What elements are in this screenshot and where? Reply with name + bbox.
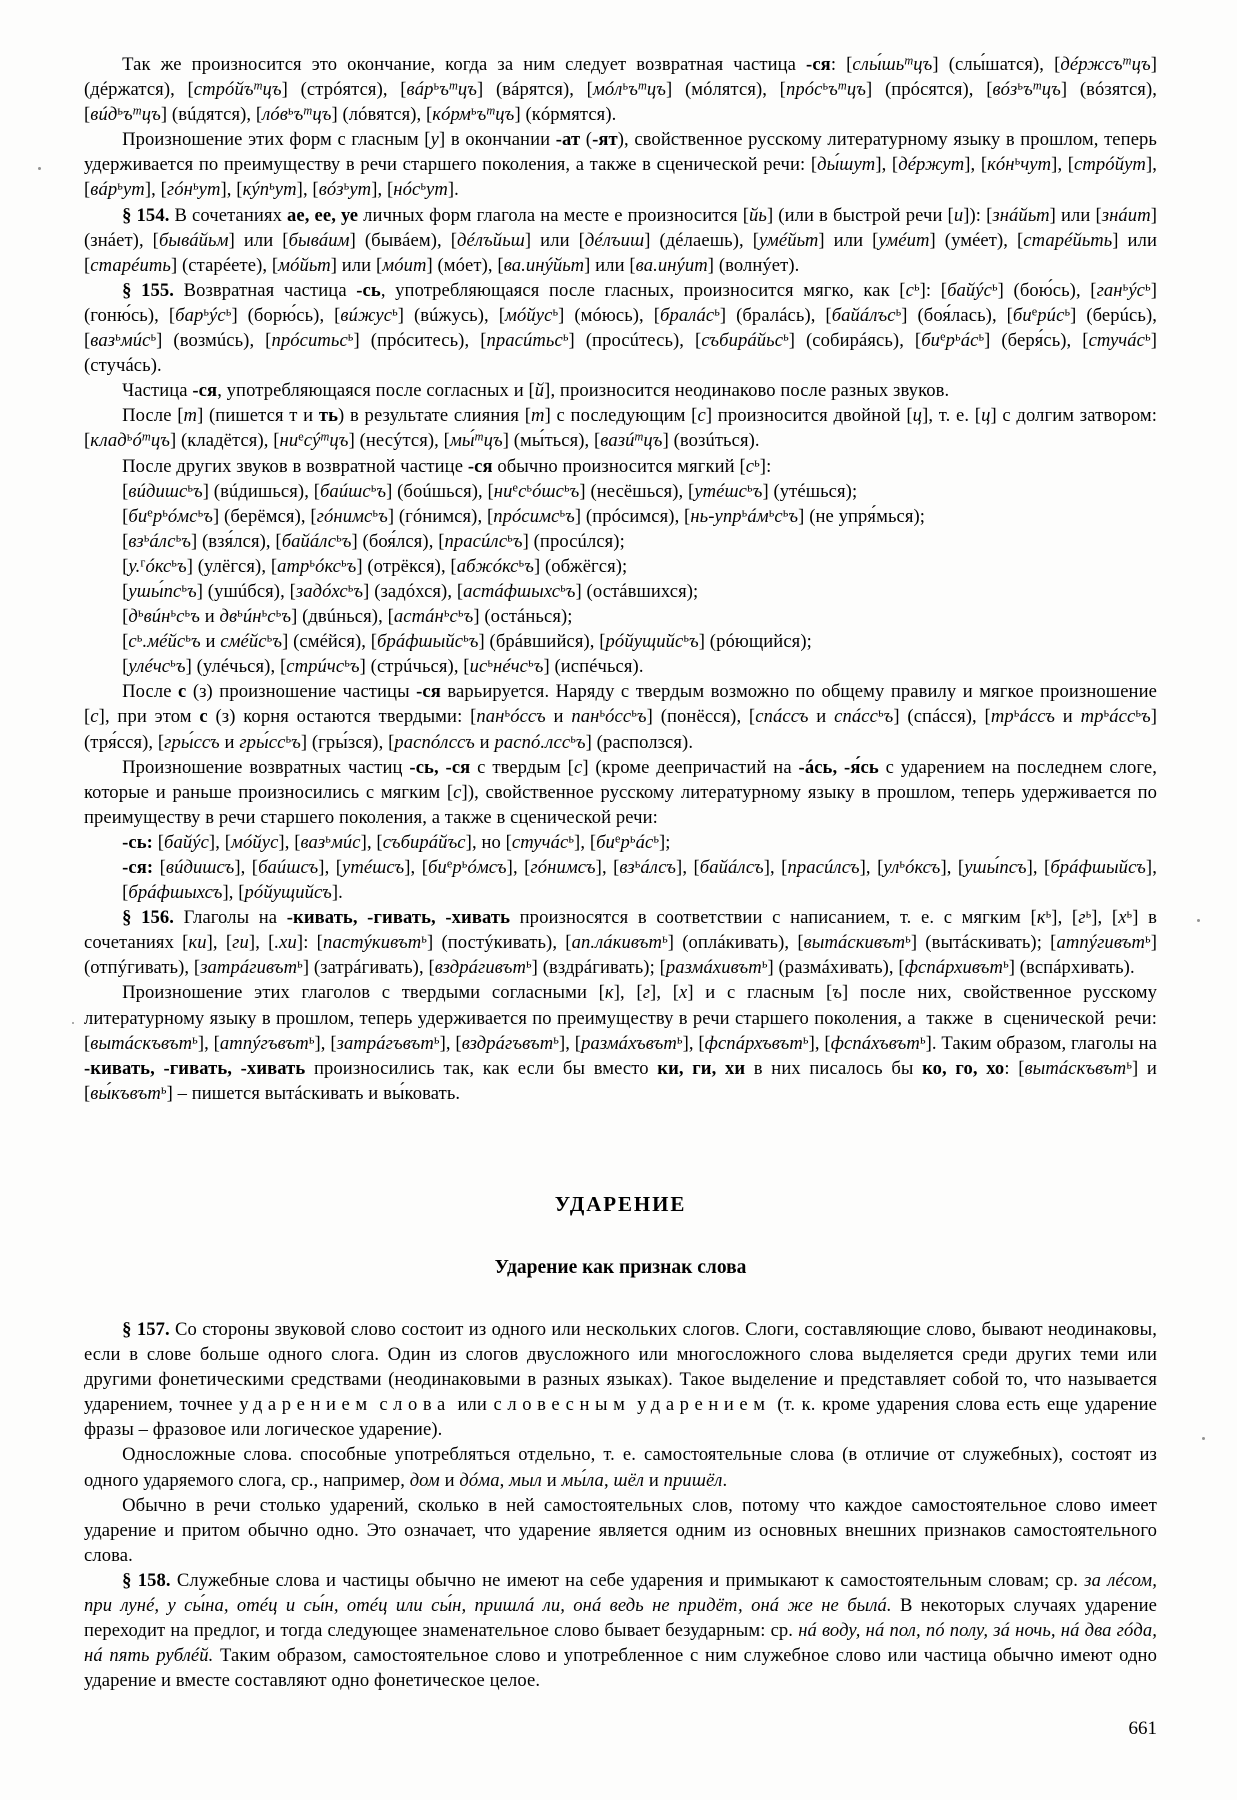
paragraph-intro: Так же произносится это окончание, когда за ним следует возвратная частица -ся: $[слы́шь^mцъ]$ (слы́шатся), [дéржcъ$^m$цъ] (дéржатся), [стрóйъ$^m$цъ] (стрóятся), $[вáр^ьъ^mцъ]$ (вáрятся), $[мóл^ьъ^mцъ]$ (мóлятся), $[прóс^ьъ^mцъ]$ (прóсятся), $[вóз^ьъ^mцъ]$ (вóзятся), $[вúд^ьъ^mцъ]$ (вúдятся), $[лóв^ьъ^mцъ]$ (лóвятся), $[кóрм^ьъ^mцъ]$ (кóрмятся). <box>84 53 1157 126</box>
list-item: $[вз^ьáлс^ьъ]$ (взя́лся), [байáлс$^ь$ъ] (боя́лся), [прасúлс$^ь$ъ] (просúлся); <box>122 530 625 552</box>
paragraph-157: § 157. Со стороны звуковой слово состоит из одного или нескольких слогов. Слоги, составляющие слово, бывают неодинаковы, если в слове больше одного слога. Один из слогов двусложного или многосложного слова выделяется среди других теми или другими фонетическими средствами (неодинаковыми в разных языках). Такое выделение и представляет собой то, что называется ударением, точнее ударением слова или словесным ударением (т. к. кроме ударения слова есть еще ударение фразы – фразовое или логическое ударение). <box>84 1318 1157 1441</box>
paragraph-after-s-z: После с (з) произношение частицы -ся варьируется. Наряду с твердым возможно по общему правилу и мягкое произношение [с], при этом с (з) корня остаются твердыми: [пан$^ь$óссъ и пан$^ь$óсс$^ь$ъ] (понёсся), [спáссъ и спáсс$^ь$ъ] (спáсся), [$тр^ьáссъ$ и $тр^ьáсс^ьъ$] (тря́сся), [гры́ссъ и $гры́сс^ьъ$] (гры́зся), [распóлссъ и распó.лсс$^ь$ъ] (расползся). <box>84 681 1158 753</box>
list-item: [$с^ь.мéйс^ьъ$ и смéйс$^ь$ъ] (смéйся), [брáфшыйс$^ь$ъ] (брáвшийся), [рóйущийс$^ь$ъ] (рóющийся); <box>122 630 812 653</box>
paragraph-monosyllabic: Односложные слова. способные употребляться отдельно, т. е. самостоятельные слова (в отличие от служебных), состоят из одного ударяемого слога, ср., например, дом и дóма, мыл и мы́ла, шёл и пришёл. <box>84 1444 1157 1491</box>
list-item: [у.$^г$óкс$^ь$ъ] (улёгся), [атр$^ь$óкс$^ь$ъ] (отрёкся), [абжóкс$^ь$ъ] (обжёгся); <box>122 555 628 577</box>
list-item: [улéчс$^ь$ъ] (улéчься), [стрúчс$^ь$ъ] (стрúчься), $[ис^ьнéчс^ьъ]$ (испéчься). <box>122 655 644 678</box>
stress-body <box>84 1317 1157 1693</box>
paragraph-hard-s: Произношение возвратных частиц -сь, -ся с твердым [с] (кроме деепричастий на -áсь, -я́сь с ударением на последнем слоге, которые и раньше произносились с мягким [с]), свойственное русскому литературному языку в прошлом, теперь удерживается по преимуществу в речи старшего поколения, а также в сценической речи: <box>84 756 1158 828</box>
paragraph-hard-k-g-h: Произношение этих глаголов с твердыми согласными [к], [г], [х] и с гласным [ъ] после них, свойственное русскому литературному языку в прошлом, теперь удерживается по преимуществу в речи старшего поколения, а также в сценической речи: [вытáскъвъm$^ь$], [атпýгъвъm$^ь$], [затрáгъвъm$^ь$], [вздрáгъвъm$^ь$], [размáхъвъm$^ь$], [фспáрхъвъm$^ь$], [фспáхъвъm$^ь$]. Таким образом, глаголы на -кивать, -гивать, -хивать произносились так, как если бы вместо ки, ги, хи в них писалось бы ко, го, хо: [вытáскъвъm$^ь$] и [вы́къвъm$^ь$] – пишется вытáскивать и вы́ковать. <box>84 982 1157 1104</box>
section-title: УДАРЕНИЕ <box>554 1191 687 1216</box>
scan-speck <box>1202 1437 1205 1440</box>
scan-speck <box>1197 919 1200 922</box>
subsection-heading-block <box>84 1257 1157 1279</box>
scan-speck <box>72 1022 74 1024</box>
paragraph-155: § 155. Возвратная частица -сь, употребляющаяся после гласных, произносится мягко, как $[с^ь]$: [байýс$^ь$] (бою́сь), $[ган^ьýс^ь]$ (гоню́сь), $[бар^ьýс^ь]$ (борю́сь), [вúжус$^ь$] (вúжусь), [мóйус$^ь$] (мóюсь), [бралáс$^ь$] (бралáсь), [байáлъс$^ь$] (боя́лась), $[би^ерúс^ь]$ (берúсь), [ваз$^ь$мúс$^ь$] (возмúсь), [прóситьс$^ь$] (прóситесь), [прасúтьс$^ь$] (просúтесь), [събирáйьс$^ь$] (собирáясь), $[би^ер^ьáс^ь]$ (беря́сь), [стучáс$^ь$] (стучáсь). <box>84 279 1158 377</box>
section-heading-block <box>84 1192 1157 1217</box>
paragraph-stress-count: Обычно в речи столько ударений, сколько в ней самостоятельных слов, потому что каждое самостоятельное слово имеет ударение и притом обычно одно. Это означает, что ударение является одним из основных внешних признаков самостоятельного слова. <box>84 1494 1157 1566</box>
list-item: $[ушы́пс^ьъ]$ (ушúбся), [задóхс$^ь$ъ] (задóхся), [астáфшыхс$^ь$ъ] (остáвшихся); <box>122 580 699 602</box>
paragraph-particle-sya: Частица -ся, употребляющаяся после согласных и [й], произносится неодинаково после разных звуков. <box>122 380 950 402</box>
tag-line-sya: -ся: [вúдишсъ], [баúшсъ], [утéшсъ], $[би^ер^ьóмсъ]$, [гóнимсъ], $[вз^ьáлсъ]$, [байáлсъ], [прасúлсъ], $[ул^ьóксъ]$, [ушы́псъ], [брáфшыйсъ], [брáфшыхсъ], [рóйущийсъ]. <box>122 856 1157 904</box>
paragraph-154: § 154. В сочетаниях ае, ее, уе личных форм глагола на месте е произносится [йь] (или в быстрой речи [и]): [знáйьт] или [знáит] (знáет), [бывáйьм] или [бывáим] (бывáем), [дéлъйьш] или [дéлъиш] (дéлаешь), [умéйьт] или [умéит] (умéет), [старéйьть] или [старéить] (старéете), [мóйьт] или [мóит] (мóет), [ва.инýйьт] или [ва.инýит] (волнýет). <box>84 204 1158 276</box>
paragraph-after-t: После [т] (пишется т и ть) в результате слияния [т] с последующим [с] произносится двойной [ц], т. е. [ц] с долгим затвором: $[клад^ьó^mцъ]$ (кладётся), $[ни^есý^mцъ]$ (несýтся), [мы́$^m$цъ] (мы́ться), [вазú$^m$цъ] (возúться). <box>84 405 1158 452</box>
tag-line-s: -сь: [байýс], [мóйус], [ваз$^ь$мúс], [събирáйъс], но [стучáс$^ь$], $[би^ер^ьác^ь]$; <box>122 831 671 853</box>
paragraph-at-yat: Произношение этих форм с гласным [у] в окончании -ат (-ят), свойственное русскому литературному языку в прошлом, теперь удерживается по преимуществу в речи старшего поколения, а также в сценической речи: [ды́шут], [дéржут], [кóн$^ь$чут], [стрóйут], [вáр$^ь$ут], [гóн$^ь$ут], [кýп$^ь$ут], [вóз$^ь$ут], [нóс$^ь$ут]. <box>84 129 1157 201</box>
scan-speck <box>38 167 41 170</box>
page-number: 661 <box>1128 1718 1157 1739</box>
paragraph-158: § 158. Служебные слова и частицы обычно не имеют на себе ударения и примыкают к самостоятельным словам; ср. за лéсом, при лунé, у сы́на, отéц и сы́н, отéц или сы́н, пришлá ли, онá ведь не придёт, онá же не былá. В некоторых случаях ударение переходит на предлог, и тогда следующее знаменательное слово бывает безударным: ср. нá воду, нá пол, пó полу, зá ночь, нá два гóда, нá пять рублéй. Таким образом, самостоятельное слово и употребленное с ним служебное слово или частица обычно имеют одно ударение и вместе составляют одно фонетическое целое. <box>84 1569 1158 1692</box>
paragraph-156: § 156. Глаголы на -кивать, -гивать, -хивать произносятся в соответствии с написанием, т. е. с мягким $[к^ь]$, $[г^ь]$, $[х^ь]$ в сочетаниях [ки], [ги], [.хи]: [пастýкивъm$^ь$] (постýкивать), [ап.лáкивъm$^ь$] (оплáкивать), [вытáскивъm$^ь$] (вытáскивать); [атпýгивъm$^ь$] (отпýгивать), [затрáгивъm$^ь$] (затрáгивать), [вздрáгивъm$^ь$] (вздрáгивать); [размáхивъm$^ь$] (размáхивать), [фспáрхивъm$^ь$] (вспáрхивать). <box>84 906 1157 979</box>
page-body <box>84 52 1157 1693</box>
list-item: [вúдишс$^ь$ъ] (вúдишься), [баúшс$^ь$ъ] (боúшься), $[ни^ес^ьóшс^ьъ]$ (несёшься), [утéшс$^ь$ъ] (утéшься); <box>122 480 858 502</box>
subsection-title: Ударение как признак слова <box>494 1256 747 1278</box>
list-item: $[би^ер^ьóмс^ьъ]$ (берёмся), [гóнимс$^ь$ъ] (гóнимся), [прóсимс$^ь$ъ] (прóсимся), $[нь-упр^ьáм^ьс^ьъ]$ (не упря́мься); <box>122 505 926 527</box>
list-item: [$д^ьвúн^ьс^ьъ$ и $дв^ьúн^ьс^ьъ$] (двúнься), $[астáн^ьс^ьъ]$ (остáнься); <box>122 605 573 628</box>
paragraph-other-sounds: После других звуков в возвратной частице -ся обычно произносится мягкий $[с^ь]$: <box>122 454 772 477</box>
